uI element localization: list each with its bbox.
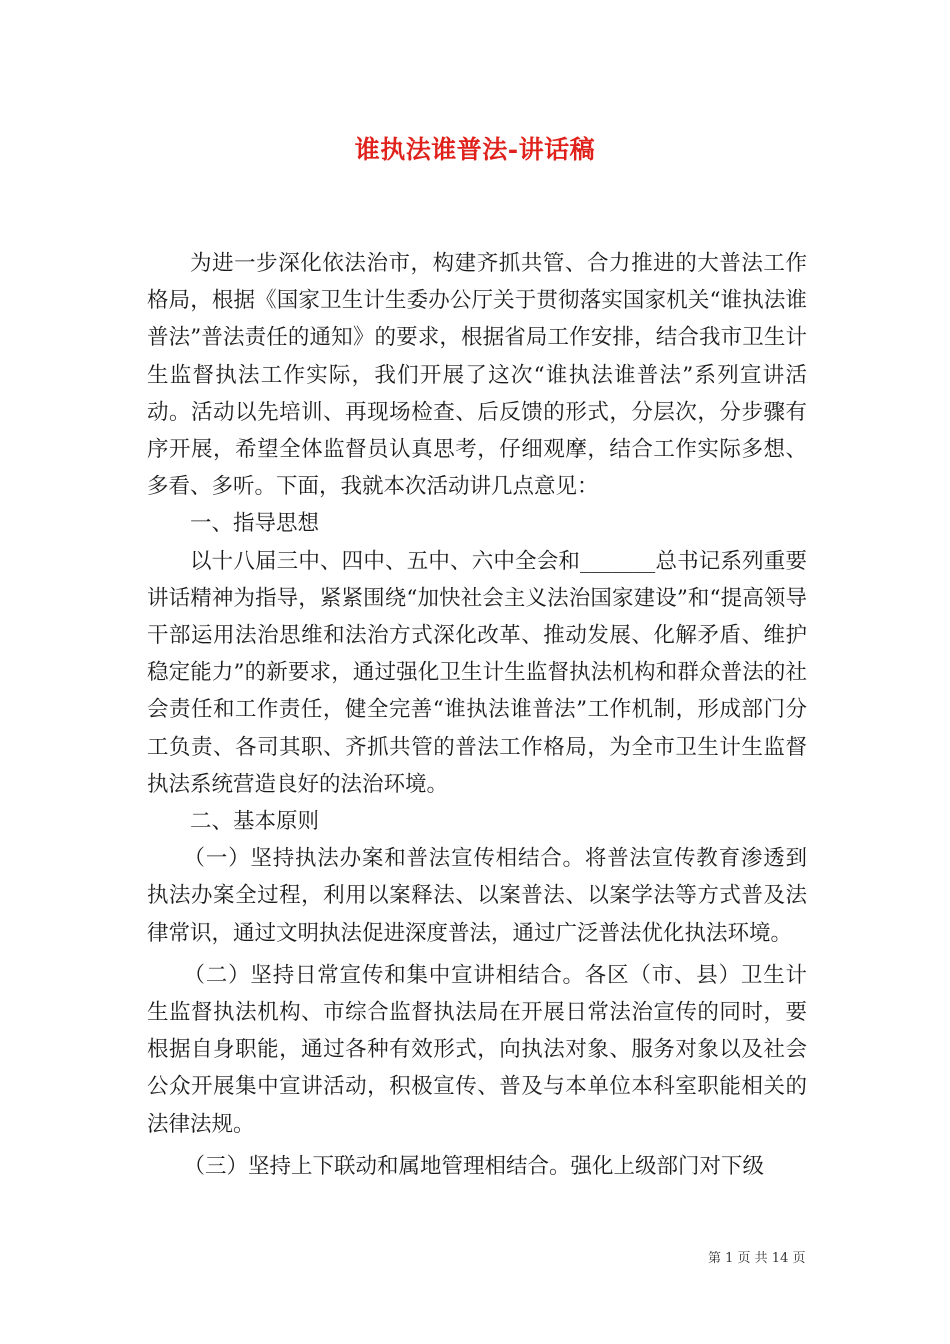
section-heading-basic-principles: 二、基本原则 bbox=[190, 809, 320, 835]
document-body bbox=[147, 245, 807, 1185]
guiding-thought-paragraph: 以十八届三中、四中、五中、六中全会和_______总书记系列重要讲话精神为指导，紧紧围绕“加快社会主义法治国家建设”和“提高领导干部运用法治思维和法治方式深化改革、推动发展、化解矛盾、维护稳定能力”的新要求，通过强化卫生计生监督执法机构和群众普法的社会责任和工作责任，健全完善“谁执法谁普法”工作机制，形成部门分工负责、各司其职、齐抓共管的普法工作格局，为全市卫生计生监督执法系统营造良好的法治环境。 bbox=[147, 548, 807, 797]
page-number: 第 1 页 共 14 页 bbox=[708, 1251, 806, 1266]
principle-3-paragraph: （三）坚持上下联动和属地管理相结合。强化上级部门对下级 bbox=[183, 1153, 765, 1179]
intro-paragraph: 为进一步深化依法治市，构建齐抓共管、合力推进的大普法工作格局，根据《国家卫生计生委办公厅关于贯彻落实国家机关“谁执法谁普法”普法责任的通知》的要求，根据省局工作安排，结合我市卫生计生监督执法工作实际，我们开展了这次“谁执法谁普法”系列宣讲活动。活动以先培训、再现场检查、后反馈的形式，分层次，分步骤有序开展，希望全体监督员认真思考，仔细观摩，结合工作实际多想、多看、多听。下面，我就本次活动讲几点意见： bbox=[147, 251, 807, 500]
principle-2-paragraph: （二）坚持日常宣传和集中宣讲相结合。各区（市、县）卫生计生监督执法机构、市综合监督执法局在开展日常法治宣传的同时，要根据自身职能，通过各种有效形式，向执法对象、服务对象以及社会公众开展集中宣讲活动，积极宣传、普及与本单位本科室职能相关的法律法规。 bbox=[147, 962, 807, 1137]
principle-1-paragraph: （一）坚持执法办案和普法宣传相结合。将普法宣传教育渗透到执法办案全过程，利用以案释法、以案普法、以案学法等方式普及法律常识，通过文明执法促进深度普法，通过广泛普法优化执法环境。 bbox=[147, 846, 807, 946]
section-heading-guiding-thought: 一、指导思想 bbox=[190, 511, 320, 537]
document-title: 谁执法谁普法-讲话稿 bbox=[354, 135, 596, 164]
